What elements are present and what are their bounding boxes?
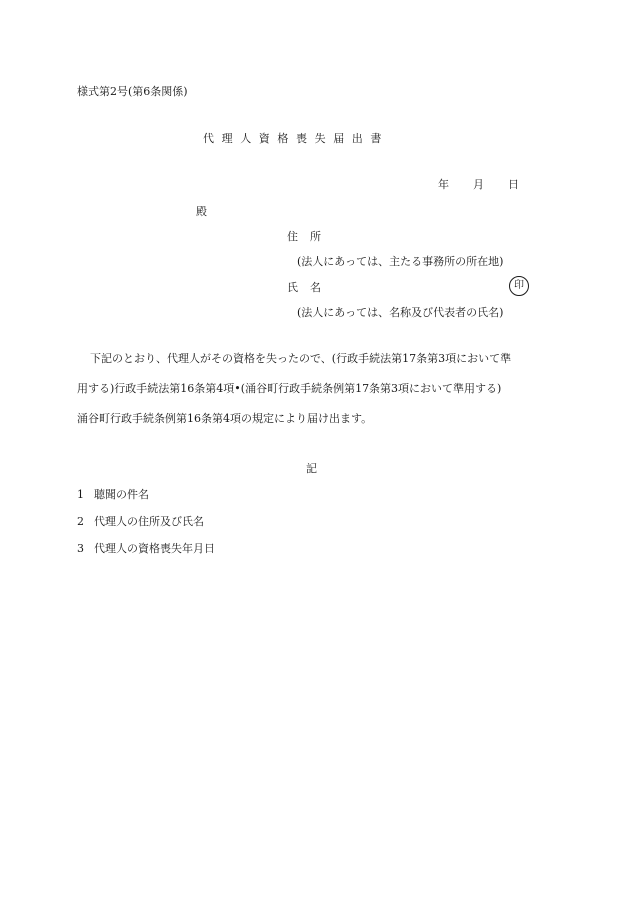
list-item-text: 聴聞の件名 [94, 488, 149, 501]
name-label: 氏名 [287, 281, 333, 294]
list-item-number: 1 [77, 488, 84, 501]
name-note: (法人にあっては、名称及び代表者の氏名) [297, 306, 504, 319]
day-label: 日 [508, 178, 519, 191]
list-item [77, 516, 204, 527]
list-item-text: 代理人の資格喪失年月日 [94, 542, 215, 555]
addressee-suffix: 殿 [196, 205, 207, 218]
document-title: 代理人資格喪失届出書 [203, 132, 389, 145]
date-line [438, 179, 519, 190]
address-label: 住所 [287, 230, 333, 243]
address-note: (法人にあっては、主たる事務所の所在地) [297, 255, 504, 268]
form-number: 様式第2号(第6条関係) [77, 85, 188, 98]
month-label: 月 [473, 178, 484, 191]
list-item [77, 543, 215, 554]
list-item-text: 代理人の住所及び氏名 [94, 515, 204, 528]
list-item-number: 2 [77, 515, 84, 528]
ki-heading: 記 [306, 462, 317, 475]
body-text-line-3: 涌谷町行政手続条例第16条第4項の規定により届け出ます。 [77, 412, 373, 425]
list-item [77, 489, 149, 500]
body-text-line-1: 下記のとおり、代理人がその資格を失ったので、(行政手続法第17条第3項において準 [90, 352, 512, 365]
body-text-line-2: 用する)行政手続法第16条第4項•(涌谷町行政手続条例第17条第3項において準用する) [77, 382, 502, 395]
list-item-number: 3 [77, 542, 84, 555]
year-label: 年 [438, 178, 449, 191]
seal-mark-icon: 印 [509, 276, 529, 296]
